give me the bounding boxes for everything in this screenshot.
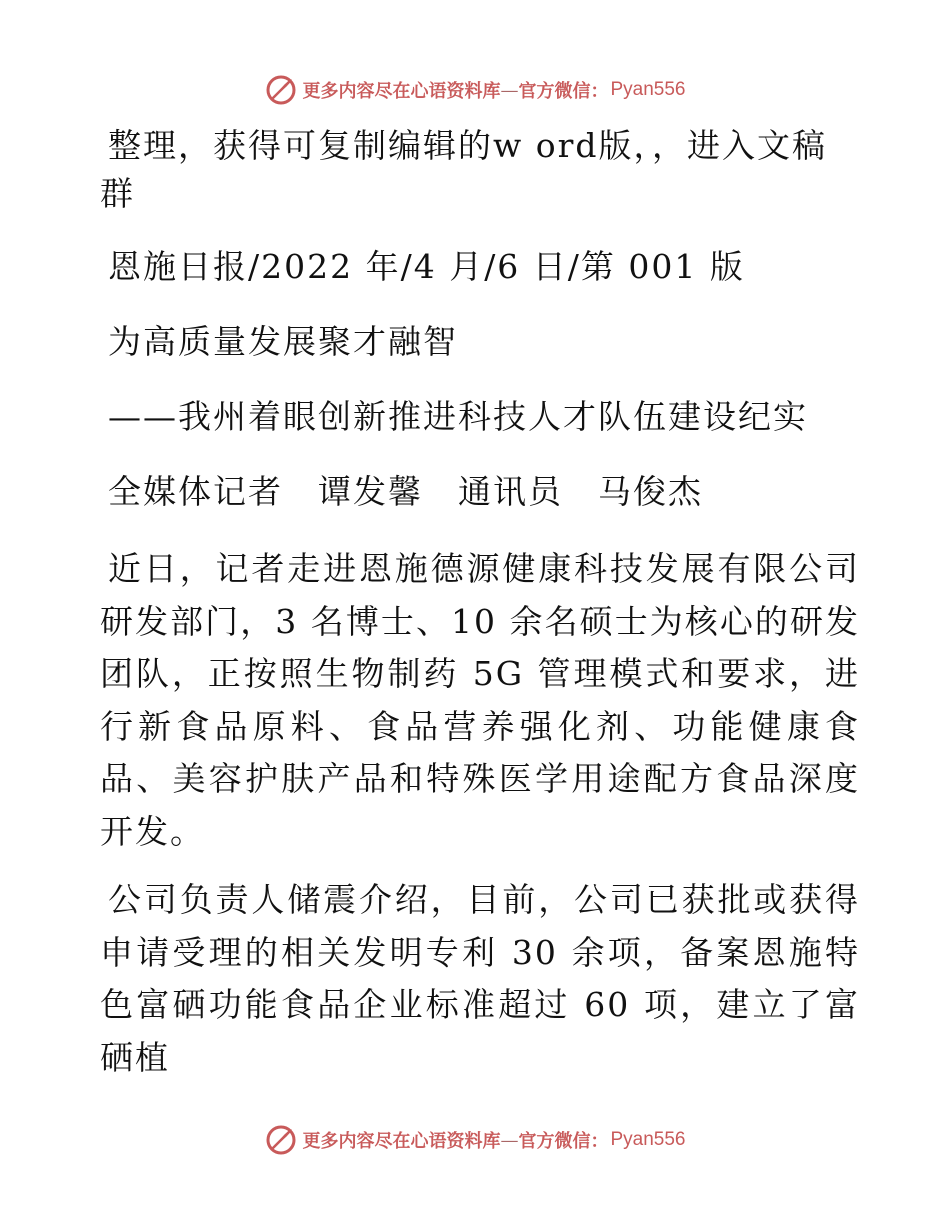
headline: 为高质量发展聚才融智 bbox=[108, 322, 458, 361]
subheadline: ——我州着眼创新推进科技人才队伍建设纪实 bbox=[108, 397, 808, 436]
watermark-id: Pyan556 bbox=[610, 79, 686, 100]
watermark-dash: — bbox=[500, 79, 519, 101]
watermark-id: Pyan556 bbox=[610, 1129, 686, 1150]
watermark-text: 更多内容尽在心语资料库 bbox=[302, 1131, 501, 1152]
watermark-suffix: 官方微信： bbox=[518, 81, 609, 102]
intro-line: 整理，获得可复制编辑的w ord版，，进入文稿群 bbox=[100, 126, 828, 213]
watermark-text: 更多内容尽在心语资料库 bbox=[302, 81, 501, 102]
watermark-footer bbox=[0, 1122, 950, 1158]
paragraph-1: 近日，记者走进恩施德源健康科技发展有限公司研发部门，3 名博士、10 余名硕士为核心的研发团队，正按照生物制药 5G 管理模式和要求，进行新食品原料、食品营养强化剂、功能健康食品、美容护肤产品和特殊医学用途配方食品深度开发。 bbox=[100, 549, 860, 851]
watermark-suffix: 官方微信： bbox=[518, 1131, 609, 1152]
watermark-header bbox=[0, 72, 950, 108]
byline: 全媒体记者 谭发馨 通讯员 马俊杰 bbox=[108, 472, 703, 511]
watermark-dash: — bbox=[500, 1129, 519, 1151]
feather-logo-icon bbox=[264, 1123, 298, 1157]
dateline: 恩施日报/2022 年/4 月/6 日/第 001 版 bbox=[108, 247, 745, 286]
document-body bbox=[100, 122, 860, 1100]
paragraph-2: 公司负责人储震介绍，目前，公司已获批或获得申请受理的相关发明专利 30 余项，备案恩施特色富硒功能食品企业标准超过 60 项，建立了富硒植 bbox=[100, 880, 860, 1077]
feather-logo-icon bbox=[264, 73, 298, 107]
